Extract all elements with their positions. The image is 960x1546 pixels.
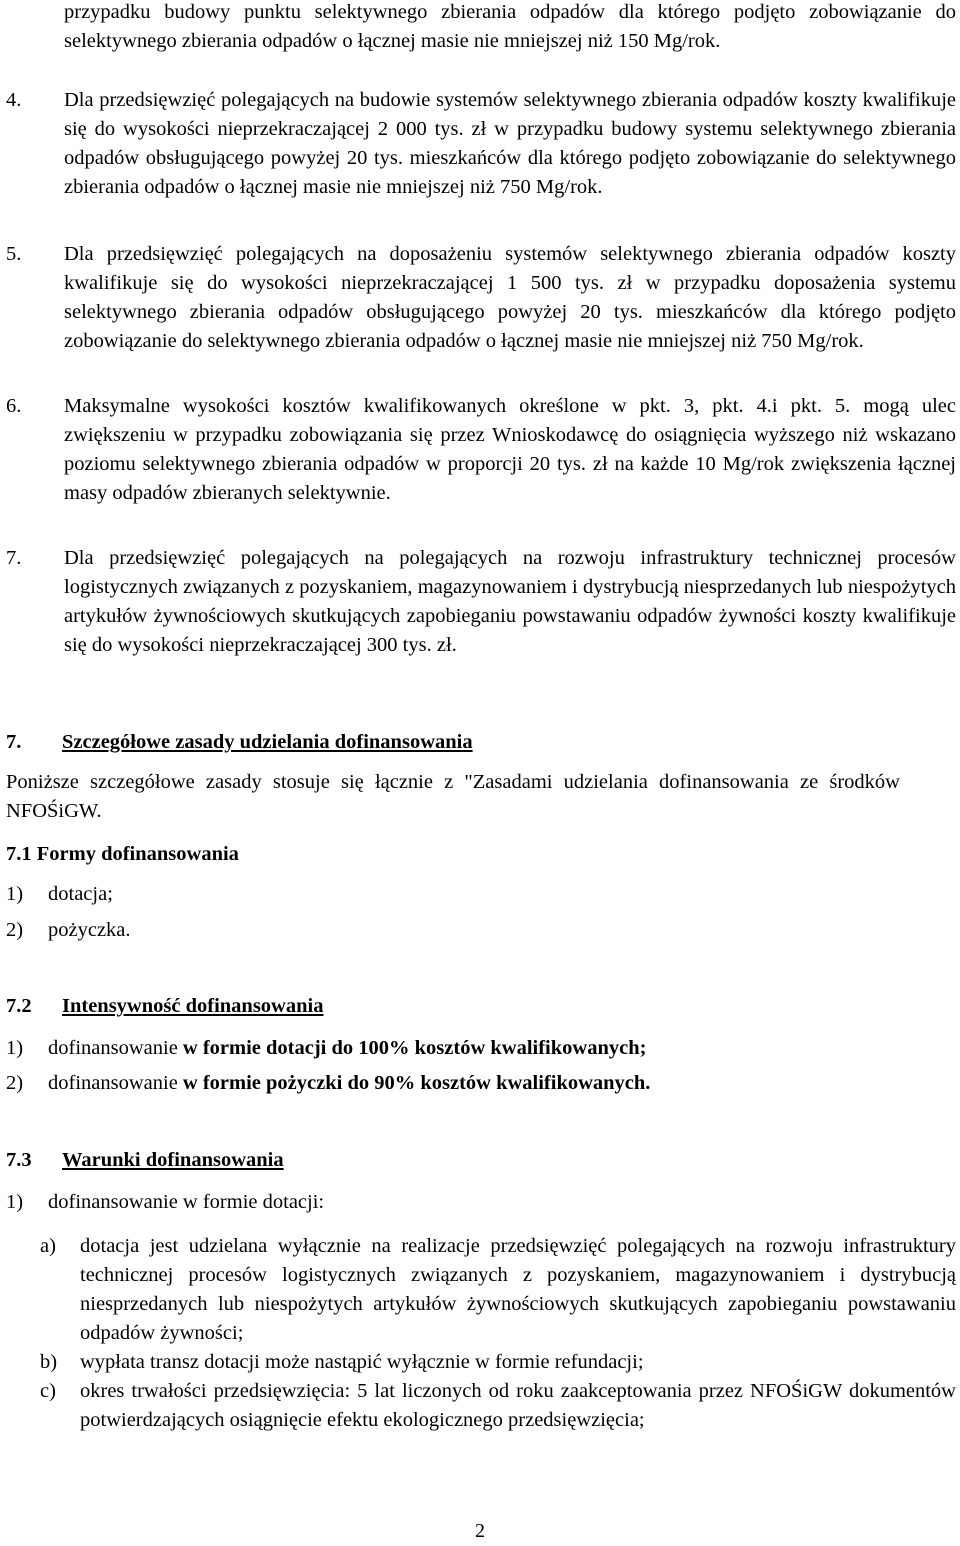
item-bold-text: w formie pożyczki do 90% kosztów kwalifikowanych. [182, 1072, 651, 1094]
subsection-heading [6, 992, 323, 1021]
item-text: pożyczka. [48, 919, 131, 941]
sub-item-letter: c) [40, 1380, 56, 1402]
sub-item-letter: a) [40, 1235, 56, 1257]
item-text: dotacja; [48, 883, 113, 905]
subsection-number: 7.1 [6, 843, 32, 865]
item-text: dofinansowanie w formie dotacji: [48, 1191, 325, 1213]
list-item [6, 392, 956, 508]
item-text: Dla przedsięwzięć polegających na doposażeniu systemów selektywnego zbierania odpadów koszty kwalifikuje się do wysokości nieprzekraczającej 1 500 tys. zł w przypadku doposażenia systemu selektywnego zbierania odpadów obsługującego powyżej 20 tys. mieszkańców dla którego podjęto zobowiązanie do selektywnego zbierania odpadów o łącznej masie nie mniejszej niż 750 Mg/rok. [64, 243, 956, 352]
item-number: 1) [6, 1191, 24, 1213]
sub-item [40, 1232, 956, 1348]
sub-item-text: dotacja jest udzielana wyłącznie na realizacje przedsięwzięć polegających na rozwoju infrastruktury technicznej procesów logistycznych związanych z pozyskaniem, magazynowaniem i dystrybucją niesprzedanych lub niespożytych artykułów żywnościowych skutkujących zapobieganiu powstawaniu odpadów żywności; [80, 1235, 956, 1344]
item-number: 5. [6, 243, 22, 265]
intro-paragraph: Poniższe szczegółowe zasady stosuje się łącznie z "Zasadami udzielania dofinansowania ze środków NFOŚiGW. [6, 771, 900, 822]
list-item [6, 1034, 956, 1063]
list-item [6, 916, 956, 945]
item-number: 1) [6, 883, 24, 905]
sub-item-letter: b) [40, 1351, 58, 1373]
subsection-number: 7.2 [6, 995, 32, 1017]
item-text: dofinansowanie [48, 1037, 183, 1059]
sub-item-text: okres trwałości przedsięwzięcia: 5 lat liczonych od roku zaakceptowania przez NFOŚiGW dokumentów potwierdzających osiągnięcie efektu ekologicznego przedsięwzięcia; [80, 1380, 956, 1431]
item-number: 6. [6, 395, 22, 417]
subsection-title: Intensywność dofinansowania [62, 995, 324, 1017]
section-heading [6, 728, 473, 757]
list-item [6, 544, 956, 660]
list-item [6, 1069, 956, 1098]
section-title: Szczegółowe zasady udzielania dofinansowania [62, 731, 473, 753]
subsection-heading [6, 1146, 284, 1175]
item-number: 4. [6, 89, 22, 111]
item-number: 2) [6, 919, 24, 941]
page-number: 2 [475, 1520, 485, 1542]
continuation-paragraph: przypadku budowy punktu selektywnego zbierania odpadów dla którego podjęto zobowiązanie do selektywnego zbierania odpadów o łącznej masie nie mniejszej niż 150 Mg/rok. [64, 1, 956, 52]
item-text: Dla przedsięwzięć polegających na polegających na rozwoju infrastruktury technicznej procesów logistycznych związanych z pozyskaniem, magazynowaniem i dystrybucją niesprzedanych lub niespożytych artykułów żywnościowych skutkujących zapobieganiu powstawaniu odpadów żywności koszty kwalifikuje się do wysokości nieprzekraczającej 300 tys. zł. [64, 547, 956, 656]
sub-item [40, 1377, 956, 1435]
list-item [6, 880, 956, 909]
subsection-title: Formy dofinansowania [36, 843, 239, 865]
item-number: 1) [6, 1037, 24, 1059]
item-number: 2) [6, 1072, 24, 1094]
section-number: 7. [6, 731, 22, 753]
subsection-number: 7.3 [6, 1149, 32, 1171]
sub-item-text: wypłata transz dotacji może nastąpić wyłącznie w formie refundacji; [80, 1351, 644, 1373]
sub-item [40, 1348, 956, 1377]
subsection-heading [6, 840, 239, 869]
item-number: 7. [6, 547, 22, 569]
item-text: dofinansowanie [48, 1072, 183, 1094]
subsection-title: Warunki dofinansowania [62, 1149, 284, 1171]
list-item [6, 240, 956, 356]
list-item [6, 86, 956, 202]
item-text: Maksymalne wysokości kosztów kwalifikowanych określone w pkt. 3, pkt. 4.i pkt. 5. mogą ulec zwiększeniu w przypadku zobowiązania się przez Wnioskodawcę do osiągnięcia wyższego niż wskazano poziomu selektywnego zbierania odpadów w proporcji 20 tys. zł na każde 10 Mg/rok zwiększenia łącznej masy odpadów zbieranych selektywnie. [64, 395, 956, 504]
list-item [6, 1188, 956, 1217]
item-text: Dla przedsięwzięć polegających na budowie systemów selektywnego zbierania odpadów koszty kwalifikuje się do wysokości nieprzekraczającej 2 000 tys. zł w przypadku budowy systemu selektywnego zbierania odpadów obsługującego powyżej 20 tys. mieszkańców dla którego podjęto zobowiązanie do selektywnego zbierania odpadów o łącznej masie nie mniejszej niż 750 Mg/rok. [64, 89, 956, 198]
item-bold-text: w formie dotacji do 100% kosztów kwalifikowanych; [182, 1037, 647, 1059]
